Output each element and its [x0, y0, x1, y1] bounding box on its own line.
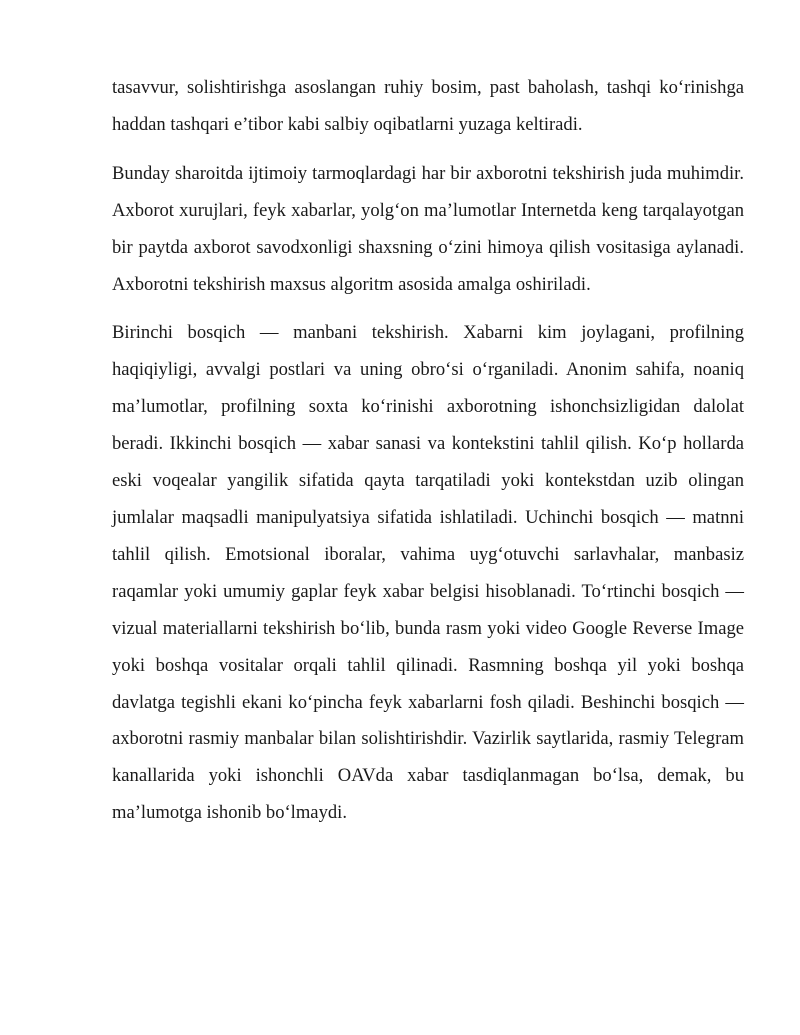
document-page [112, 70, 744, 844]
paragraph-continuation: tasavvur, solishtirishga asoslangan ruhiy bosim, past baholash, tashqi ko‘rinishga haddan tashqari e’tibor kabi salbiy oqibatlarni yuzaga keltiradi. [112, 77, 744, 135]
paragraph-verification-importance: Bunday sharoitda ijtimoiy tarmoqlardagi har bir axborotni tekshirish juda muhimdir. Axborot xurujlari, feyk xabarlar, yolg‘on ma’lumotlar Internetda keng tarqalayotgan bir paytda axborot savodxonligi shaxsning o‘zini himoya qilish vositasiga aylanadi. Axborotni tekshirish maxsus algoritm asosida amalga oshiriladi. [112, 162, 744, 295]
paragraph-verification-steps: Birinchi bosqich — manbani tekshirish. Xabarni kim joylagani, profilning haqiqiyligi, avvalgi postlari va uning obro‘si o‘rganiladi. Anonim sahifa, noaniq ma’lumotlar, profilning soxta ko‘rinishi axborotning ishonchsizligidan dalolat beradi. Ikkinchi bosqich — xabar sanasi va kontekstini tahlil qilish. Ko‘p hollarda eski voqealar yangilik sifatida qayta tarqatiladi yoki kontekstdan uzib olingan jumlalar maqsadli manipulyatsiya sifatida ishlatiladi. Uchinchi bosqich — matnni tahlil qilish. Emotsional iboralar, vahima uyg‘otuvchi sarlavhalar, manbasiz raqamlar yoki umumiy gaplar feyk xabar belgisi hisoblanadi. To‘rtinchi bosqich — vizual materiallarni tekshirish bo‘lib, bunda rasm yoki video Google Reverse Image yoki boshqa vositalar orqali tahlil qilinadi. Rasmning boshqa yil yoki boshqa davlatga tegishli ekani ko‘pincha feyk xabarlarni fosh qiladi. Beshinchi bosqich — axborotni rasmiy manbalar bilan solishtirishdir. Vazirlik saytlarida, rasmiy Telegram kanallarida yoki ishonchli OAVda xabar tasdiqlanmagan bo‘lsa, demak, bu ma’lumotga ishonib bo‘lmaydi. [112, 322, 744, 824]
